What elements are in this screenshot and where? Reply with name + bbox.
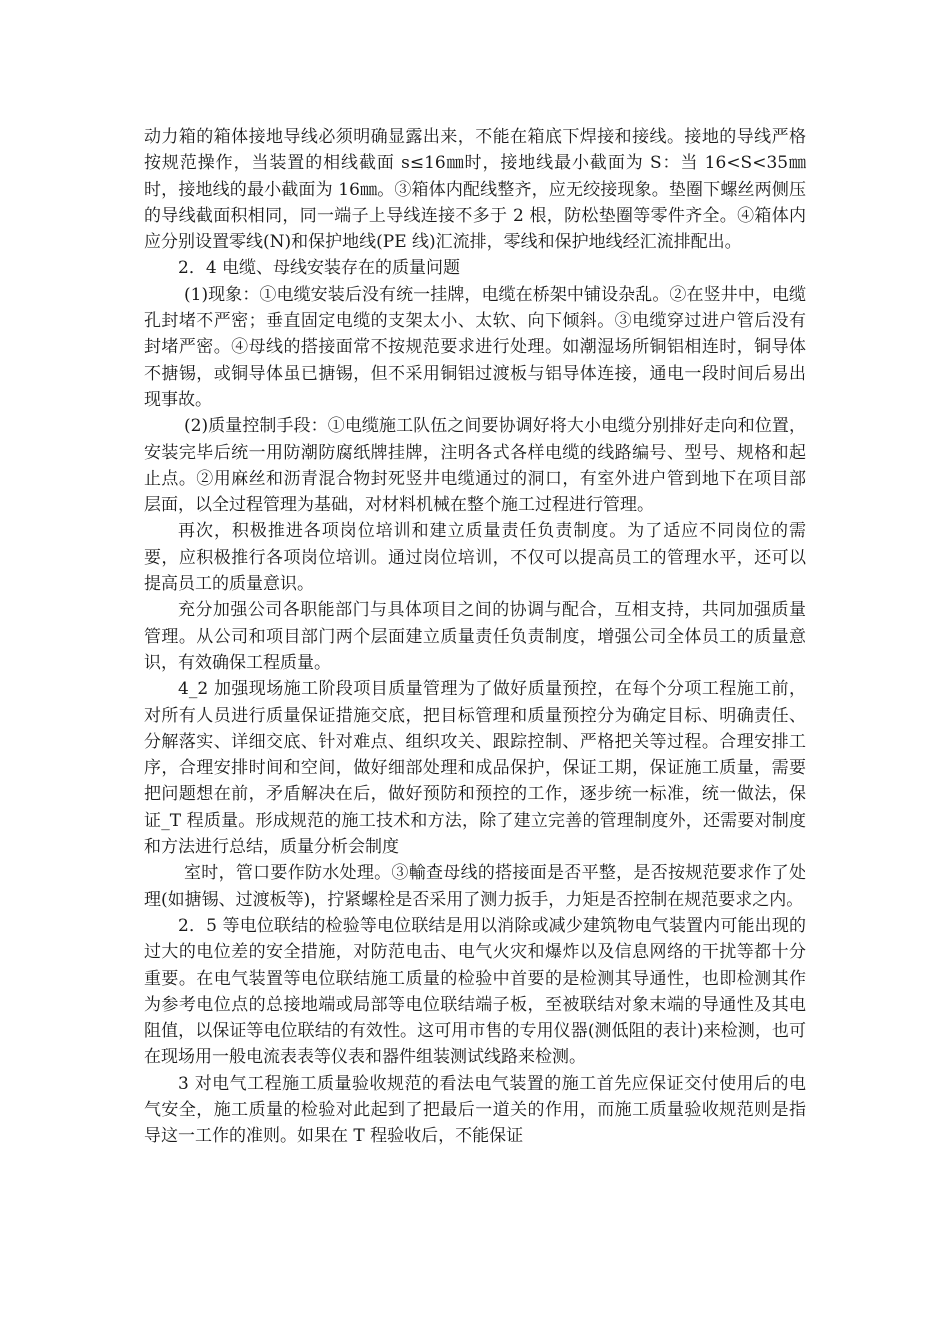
paragraph-department-coordination: 充分加强公司各职能部门与具体项目之间的协调与配合，互相支持，共同加强质量管理。从公司和项目部门两个层面建立质量责任负责制度，增强公司全体员工的质量意识，有效确保工程质量。 [144,600,806,673]
paragraph-distribution-box-grounding: 动力箱的箱体接地导线必须明确显露出来，不能在箱底下焊接和接线。接地的导线严格按规范操作，当装置的相线截面 s≤16㎜时，接地线最小截面为 S：当 16<S<35㎜时，接地线的最小截面为 16㎜。③箱体内配线整齐，应无绞接现象。垫圈下螺丝两侧压的导线截面积相同，同一端子上导线连接不多于 2 根，防松垫圈等零件齐全。④箱体内应分别设置零线(N)和保护地线(PE 线)汇流排，零线和保护地线经汇流排配出。 [144,127,806,253]
section-heading-2-4: 2．4 电缆、母线安装存在的质量问题 [178,258,461,279]
section-2-5-equipotential-bonding: 2．5 等电位联结的检验等电位联结是用以消除或减少建筑物电气装置内可能出现的过大的电位差的安全措施，对防范电击、电气火灾和爆炸以及信息网络的干扰等都十分重要。在电气装置等电位联结施工质量的检验中首要的是检测其导通性，也即检测其作为参考电位点的总接地端或局部等电位联结端子板，至被联结对象末端的导通性及其电阻值，以保证等电位联结的有效性。这可用市售的专用仪器(测低阻的表计)来检测，也可在现场用一般电流表表等仪表和器件组装测试线路来检测。 [144,915,806,1068]
paragraph-site-quality-management: 4_2 加强现场施工阶段项目质量管理为了做好质量预控，在每个分项工程施工前，对所有人员进行质量保证措施交底，把目标管理和质量预控分为确定目标、明确责任、分解落实、详细交底、针对难点、组织攻关、跟踪控制、严格把关等过程。合理安排工序，合理安排时间和空间，做好细部处理和成品保护，保证工期，保证施工质量，需要把问题想在前，矛盾解决在后，做好预防和预控的工作，逐步统一标准，统一做法，保证_T 程质量。形成规范的施工技术和方法，除了建立完善的管理制度外，还需要对制度和方法进行总结，质量分析会制度 [144,679,806,858]
paragraph-cable-phenomena: (1)现象：①电缆安装后没有统一挂牌，电缆在桥架中铺设杂乱。②在竖井中，电缆孔封堵不严密；垂直固定电缆的支架太小、太软、向下倾斜。③电缆穿过进户管后没有封堵严密。④母线的搭接面常不按规范要求进行处理。如潮湿场所铜铝相连时，铜导体不搪锡，或铜导体虽已搪锡，但不采用铜铝过渡板与铝导体连接，通电一段时间后易出现事故。 [144,284,806,410]
document-body [144,124,806,1150]
section-3-acceptance-standards: 3 对电气工程施工质量验收规范的看法电气装置的施工首先应保证交付使用后的电气安全，施工质量的检验对此起到了把最后一道关的作用，而施工质量验收规范则是指导这一工作的准则。如果在 T 程验收后，不能保证 [144,1073,806,1147]
paragraph-job-training: 再次，积极推进各项岗位培训和建立质量责任负责制度。为了适应不同岗位的需要，应积极推行各项岗位培训。通过岗位培训，不仅可以提高员工的管理水平，还可以提高员工的质量意识。 [144,521,806,595]
paragraph-quality-control-measures: (2)质量控制手段：①电缆施工队伍之间要协调好将大小电缆分别排好走向和位置，安装完毕后统一用防潮防腐纸牌挂牌，注明各式各样电缆的线路编号、型号、规格和起止点。②用麻丝和沥青混合物封死竖井电缆通过的洞口，有室外进户管到地下在项目部层面，以全过程管理为基础，对材料机械在整个施工过程进行管理。 [144,416,806,516]
paragraph-busbar-inspection: 室时，管口要作防水处理。③輸查母线的搭接面是否平整，是否按规范要求作了处理(如搪锡、过渡板等)，拧紧螺栓是否采用了测力扳手，力矩是否控制在规范要求之内。 [144,863,806,910]
